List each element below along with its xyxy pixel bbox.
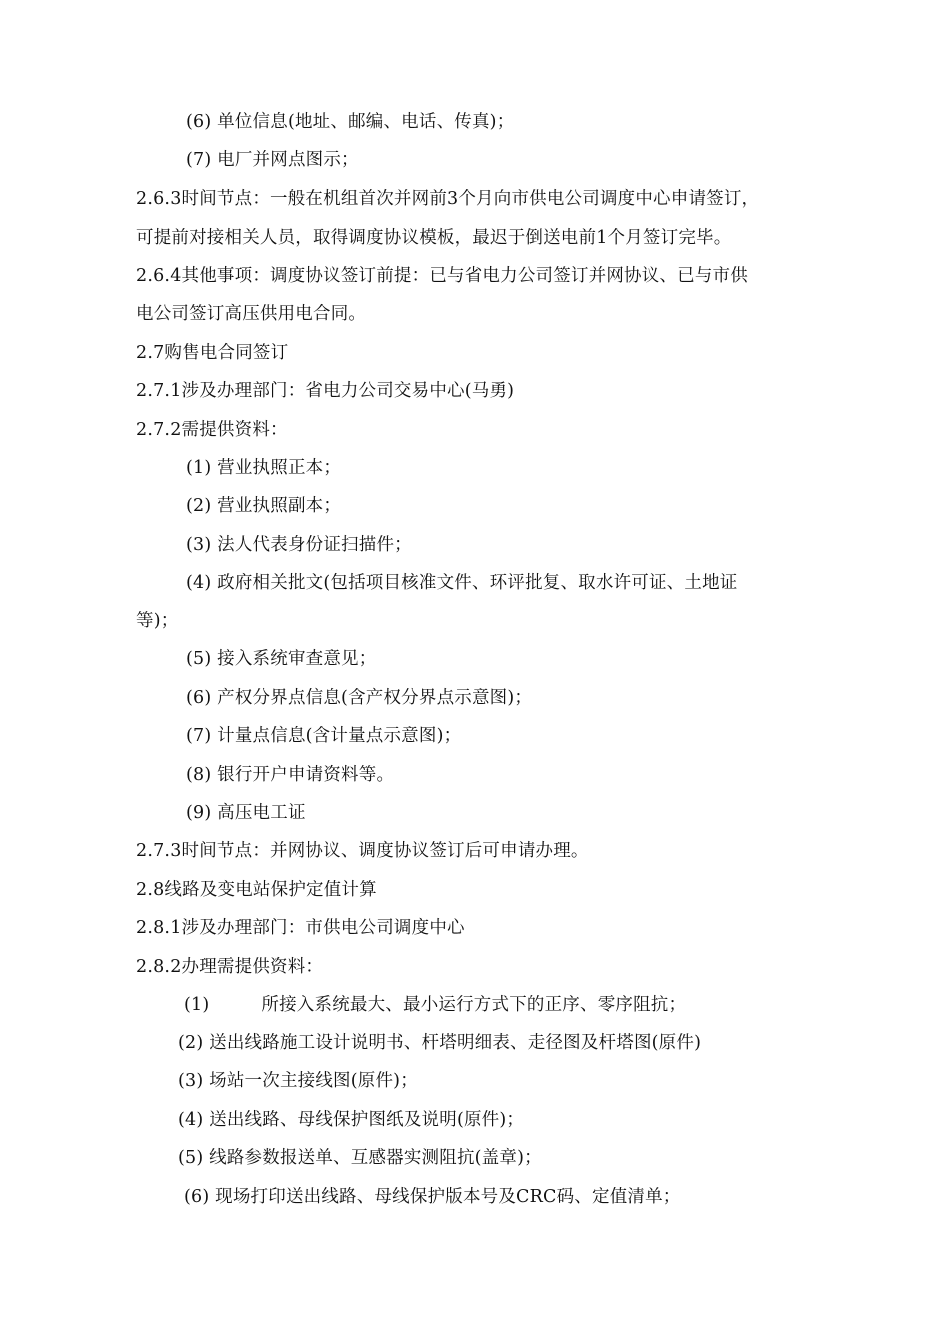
section-heading: 2.8线路及变电站保护定值计算 <box>136 880 377 900</box>
list-item: (4) 送出线路、母线保护图纸及说明(原件)； <box>178 1110 525 1130</box>
text-line: 2.7.3时间节点：并网协议、调度协议签订后可申请办理。 <box>136 841 589 861</box>
list-item: (5) 线路参数报送单、互感器实测阻抗(盖章)； <box>178 1148 542 1168</box>
text-line: 2.7.2需提供资料： <box>136 420 288 440</box>
list-item: (6) 现场打印送出线路、母线保护版本号及CRC码、定值清单； <box>184 1187 681 1207</box>
text-line: (6) 单位信息(地址、邮编、电话、传真)； <box>186 112 515 132</box>
list-item: (5) 接入系统审查意见； <box>186 649 377 669</box>
text-line: (7) 电厂并网点图示； <box>186 150 359 170</box>
list-item: (2) 送出线路施工设计说明书、杆塔明细表、走径图及杆塔图(原件) <box>178 1033 702 1053</box>
list-item: (4) 政府相关批文(包括项目核准文件、环评批复、取水许可证、土地证 <box>186 573 738 593</box>
text-line: 2.6.4其他事项：调度协议签订前提：已与省电力公司签订并网协议、已与市供 <box>136 266 748 286</box>
text-line: 电公司签订高压供用电合同。 <box>136 304 367 324</box>
list-item-text: 所接入系统最大、最小运行方式下的正序、零序阻抗； <box>261 995 687 1015</box>
text-line: 可提前对接相关人员，取得调度协议模板，最迟于倒送电前1个月签订完毕。 <box>136 228 732 248</box>
list-item: (1) 营业执照正本； <box>186 458 342 478</box>
list-item: (6) 产权分界点信息(含产权分界点示意图)； <box>186 688 533 708</box>
list-item: (3) 场站一次主接线图(原件)； <box>178 1071 418 1091</box>
text-line: 2.7.1涉及办理部门：省电力公司交易中心(马勇) <box>136 381 515 401</box>
list-item: (7) 计量点信息(含计量点示意图)； <box>186 726 462 746</box>
text-line: 2.8.1涉及办理部门：市供电公司调度中心 <box>136 918 465 938</box>
list-item: (9) 高压电工证 <box>186 803 306 823</box>
text-line: 2.6.3时间节点：一般在机组首次并网前3个月向市供电公司调度中心申请签订， <box>136 189 760 209</box>
list-item: (8) 银行开户申请资料等。 <box>186 765 395 785</box>
text-line: 2.8.2办理需提供资料： <box>136 957 324 977</box>
list-item: (2) 营业执照副本； <box>186 496 342 516</box>
list-item: (3) 法人代表身份证扫描件； <box>186 535 412 555</box>
list-number: (1) <box>184 995 210 1015</box>
text-line: 等)； <box>136 611 179 631</box>
list-item <box>184 993 686 1017</box>
section-heading: 2.7购售电合同签订 <box>136 343 289 363</box>
